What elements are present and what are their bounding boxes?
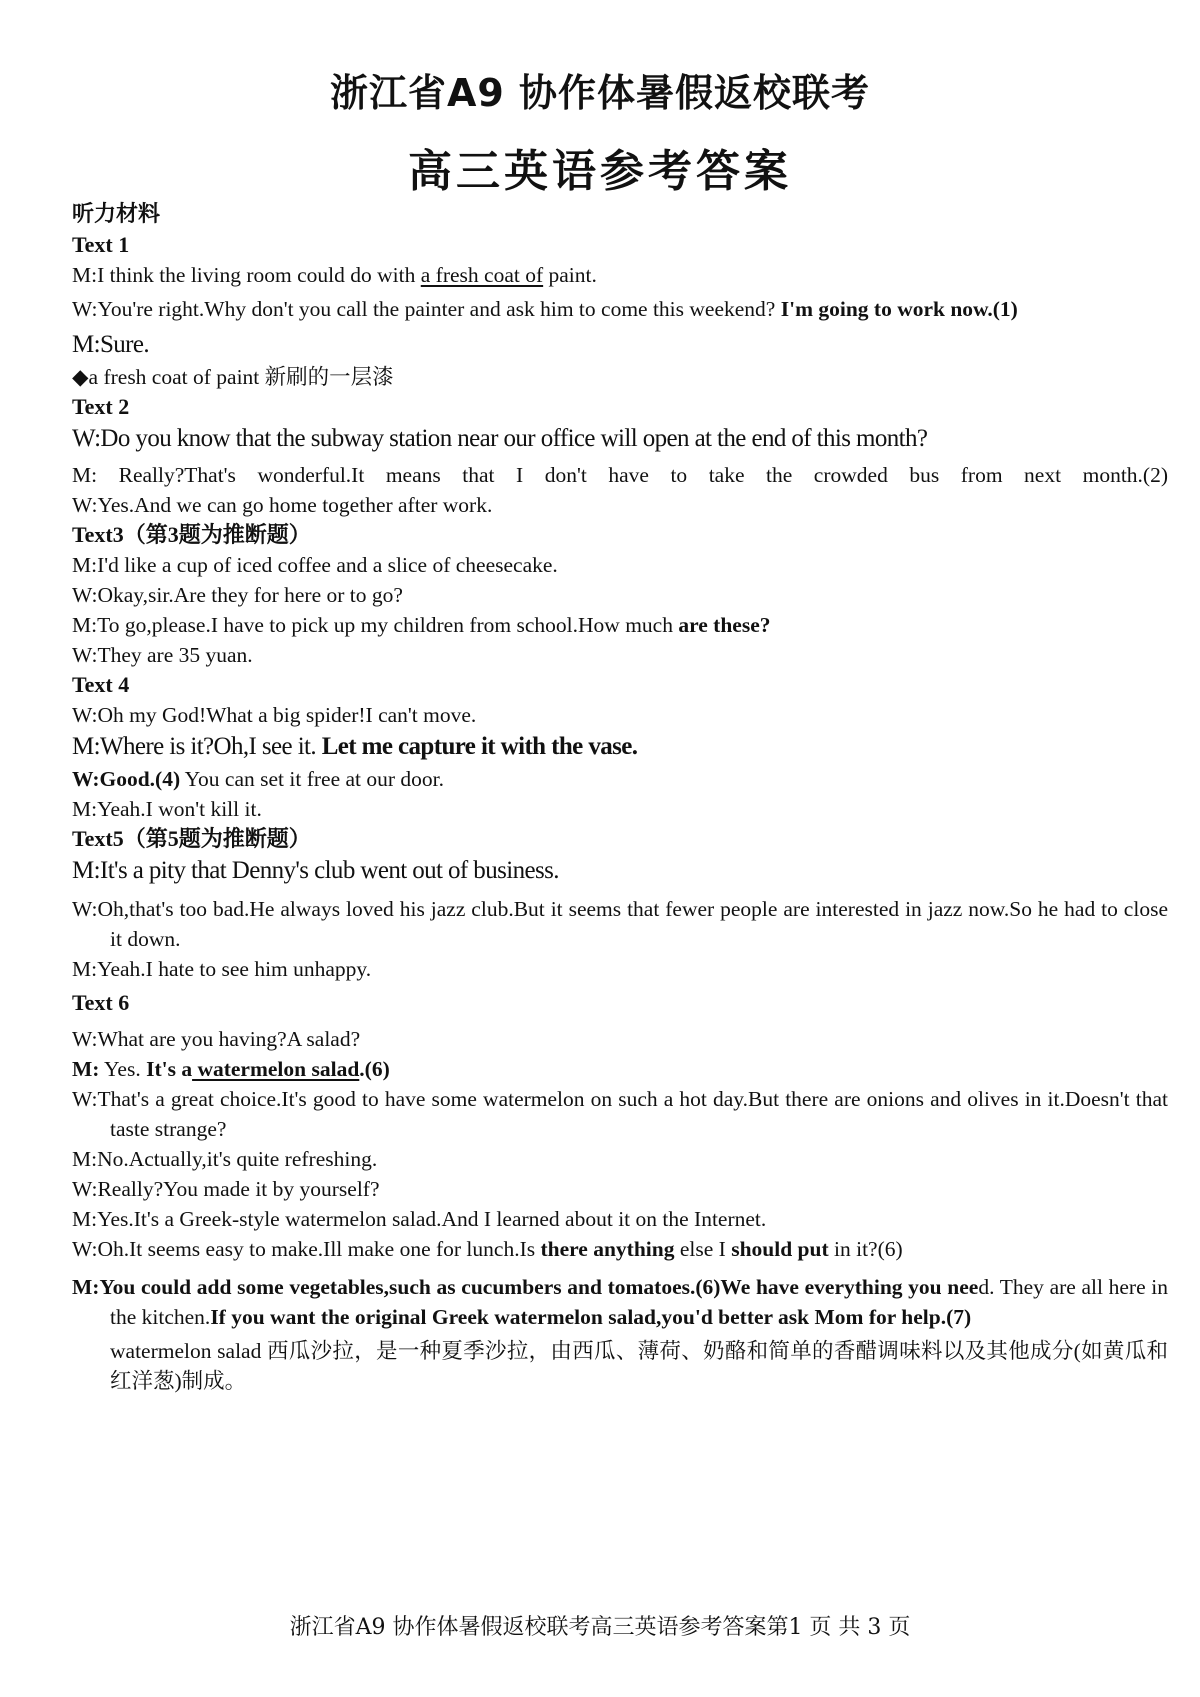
text6-line8-bold-a: M:You could add some vegetables,such as cucumbers and tomatoes.(6)We have everything you nee (72, 1275, 979, 1299)
text6-line7-bold2: should put (731, 1237, 829, 1261)
text6-line2 (72, 1054, 1168, 1084)
text1-line1 (72, 260, 1168, 290)
text4-heading: Text 4 (72, 672, 130, 697)
text3-line3-a: M:To go,please.I have to pick up my children from school.How much (72, 613, 679, 637)
text6-line1: W:What are you having?A salad? (72, 1027, 361, 1051)
text2-line2: M: Really?That's wonderful.It means that I don't have to take the crowded bus from next month.(2) (72, 463, 1168, 487)
text1-line1-pre: M:I think the living room could do with (72, 263, 421, 287)
text3-line4: W:They are 35 yuan. (72, 643, 253, 667)
text6-line8 (72, 1272, 1168, 1332)
text6-line7-c: else I (674, 1237, 732, 1261)
text4-line2 (72, 730, 1168, 764)
text6-line2-speaker: M: (72, 1057, 100, 1081)
text6-line7 (72, 1234, 1168, 1264)
text2-heading: Text 2 (72, 394, 130, 419)
text6-line6: M:Yes.It's a Greek-style watermelon salad.And I learned about it on the Internet. (72, 1207, 767, 1231)
text4-line2-a: M:Where is it?Oh,I see it. (72, 733, 322, 760)
text6-line3: W:That's a great choice.It's good to have some watermelon on such a hot day.But there are onions and olives in it.Doesn't that taste strange? (72, 1087, 1168, 1141)
text3-line2: W:Okay,sir.Are they for here or to go? (72, 583, 403, 607)
text4-line4: M:Yeah.I won't kill it. (72, 797, 262, 821)
text3-line1: M:I'd like a cup of iced coffee and a slice of cheesecake. (72, 553, 558, 577)
answer-key-title: 高三英语参考答案 (408, 146, 792, 197)
text5-line1: M:It's a pity that Denny's club went out of business. (72, 857, 559, 884)
text3-line3 (72, 610, 1168, 640)
text1-answer-1: I'm going to work now.(1) (780, 297, 1018, 321)
text4-answer-4: W:Good.(4) (72, 767, 181, 791)
text5-line2: W:Oh,that's too bad.He always loved his jazz club.But it seems that fewer people are interested in jazz now.So he had to close it down. (72, 897, 1168, 951)
section-heading: 听力材料 (72, 202, 161, 227)
text6-note: watermelon salad 西瓜沙拉，是一种夏季沙拉，由西瓜、薄荷、奶酪和简单的香醋调味料以及其他成分(如黄瓜和红洋葱)制成。 (110, 1339, 1168, 1393)
text6-answer-6a: .(6) (359, 1057, 390, 1081)
text5-heading: Text5（第5题为推断题） (72, 826, 311, 851)
text5-line3: M:Yeah.I hate to see him unhappy. (72, 957, 372, 981)
text6-watermelon-salad-underlined: watermelon salad (192, 1057, 360, 1081)
text2-line3: W:Yes.And we can go home together after work. (72, 493, 493, 517)
text6-line5: W:Really?You made it by yourself? (72, 1177, 380, 1201)
text3-bold-question: are these? (678, 613, 771, 637)
text4-line3 (72, 764, 1168, 794)
text6-answer-7: If you want the original Greek watermelon salad,you'd better ask Mom for help.(7) (210, 1305, 972, 1329)
text3-heading: Text3（第3题为推断题） (72, 522, 311, 547)
text1-note: ◆a fresh coat of paint 新刷的一层漆 (72, 365, 394, 389)
text1-line1-post: paint. (543, 263, 597, 287)
text1-line2-a: W:You're right.Why don't you call the painter and ask him to come this weekend? (72, 297, 781, 321)
text1-line3: M:Sure. (72, 331, 150, 358)
text6-line2-bold: It's a (146, 1057, 193, 1081)
text1-phrase-underlined: a fresh coat of (420, 263, 544, 287)
text6-line4: M:No.Actually,it's quite refreshing. (72, 1147, 378, 1171)
page-footer: 浙江省A9 协作体暑假返校联考高三英语参考答案第1 页 共 3 页 (289, 1615, 911, 1640)
text6-line7-bold1: there anything (540, 1237, 675, 1261)
text1-line2 (72, 294, 1168, 324)
text6-line7-a: W:Oh.It seems easy to make.Ill make one for lunch.Is (72, 1237, 541, 1261)
text1-heading: Text 1 (72, 232, 130, 257)
text4-line3-b: You can set it free at our door. (180, 767, 445, 791)
text6-line2-yes: Yes. (99, 1057, 147, 1081)
text6-line7-e: in it?(6) (828, 1237, 903, 1261)
text6-heading: Text 6 (72, 990, 130, 1015)
text4-bold-sentence: Let me capture it with the vase. (321, 733, 638, 760)
text6-line8-plain: d. They are all here in the kitchen. (110, 1275, 1168, 1329)
exam-title: 浙江省A9 协作体暑假返校联考 (329, 71, 871, 115)
text4-line1: W:Oh my God!What a big spider!I can't move. (72, 703, 477, 727)
listening-transcript (72, 200, 1168, 1396)
text2-line1: W:Do you know that the subway station near our office will open at the end of this month? (72, 425, 928, 452)
